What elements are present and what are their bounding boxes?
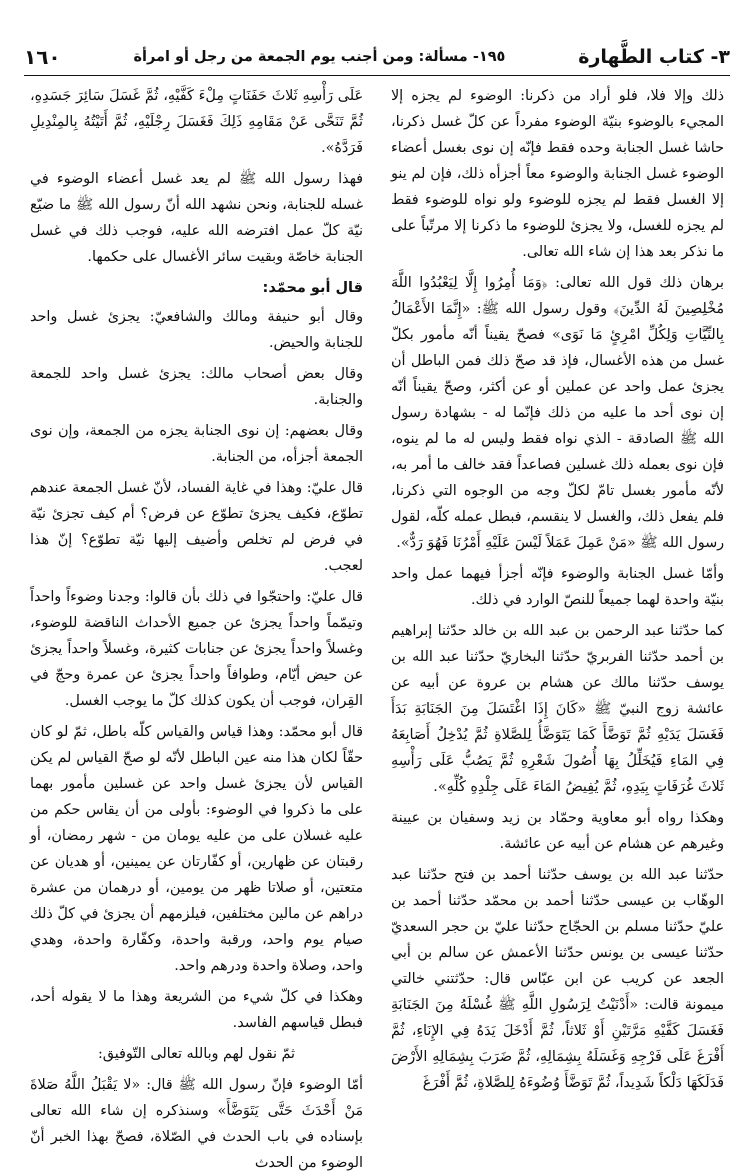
paragraph: برهان ذلك قول الله تعالى: ﴿وَمَا أُمِرُوا إِلَّا لِيَعْبُدُوا اللَّهَ مُخْلِصِينَ لَهُ الدِّينَ﴾ وقول رسول الله ﷺ: «إِنَّمَا الأَعْمَالُ بِالنِّيَّاتِ وَلِكُلِّ امْرِئٍ مَا نَوَى» فصحّ يقيناً أنّه مأمور بكلّ غسل من هذه الأغسال، فإذ قد صحّ ذلك فمن الباطل أن يجزئ عمل واحد عن عملين أو عن أكثر، وصحّ يقيناً أنّه إن نوى أحد ما عليه من ذلك فإنّما له - بشهادة رسول الله ﷺ الصادقة - الذي نواه فقط وليس له ما لم ينوه، فإن نوى بعمله ذلك غسلين فصاعداً فقد خالف ما أمر به، لأنّه مأمور بغسل تامّ لكلّ وجه من الوجوه التي ذكرنا، فلم يفعل ذلك، والغسل لا ينقسم، فبطل عمله كلّه، لقول رسول الله ﷺ «مَنْ عَمِلَ عَمَلاً لَيْسَ عَلَيْهِ أَمْرُنَا فَهُوَ رَدٌّ». bbox=[391, 275, 724, 551]
page-header bbox=[24, 40, 730, 74]
section-heading: قال أبو محمّد: bbox=[262, 280, 363, 296]
paragraph: وأمّا غسل الجنابة والوضوء فإنّه أجزأ فيهما عمل واحد بنيّة واحدة لهما جميعاً للنصّ الوارد في ذلك. bbox=[391, 566, 724, 608]
text-columns bbox=[30, 83, 724, 1171]
paragraph: وقال بعض أصحاب مالك: يجزئ غسل واحد للجمعة والجنابة. bbox=[30, 366, 363, 408]
paragraph: وهكذا رواه أبو معاوية وحمّاد بن زيد وسفيان بن عيينة وغيرهم عن هشام عن أبيه عن عائشة. bbox=[391, 810, 724, 852]
paragraph: فهذا رسول الله ﷺ لم يعد غسل أعضاء الوضوء في غسله للجنابة، ونحن نشهد الله أنّ رسول الله ﷺ ما ضيّع نيّة كلّ عمل افترضه الله عليه، فوجب ذلك في غسل الجنابة خاصّة وبقيت سائر الأغسال على حكمها. bbox=[30, 171, 363, 265]
paragraph: وقال بعضهم: إن نوى الجنابة يجزه من الجمعة، وإن نوى الجمعة أجزأه، من الجنابة. bbox=[30, 423, 363, 465]
paragraph: ذلك وإلا فلا، فلو أراد من ذكرنا: الوضوء لم يجزه إلا المجيء بالوضوء بنيّة الوضوء مفرداً عن كلّ غسل ذكرنا، حاشا غسل الجنابة وحده فقط فإنّه إن نوى بغسل أعضاء الوضوء غسل الجنابة والوضوء معاً أجزأه ذلك، فإن لم ينو إلا الغسل فقط لم يجزه للوضوء ولو نواه للوضوء فقط لم يجزه للغسل، ولا يجزئ للوضوء ما ذكرنا إلا مرتّباً على ما نذكر بعد هذا إن شاء الله تعالى. bbox=[391, 88, 724, 260]
paragraph: ثمّ نقول لهم وبالله تعالى التّوفيق: bbox=[97, 1046, 296, 1062]
header-rule bbox=[24, 75, 730, 76]
paragraph: عَلَى رَأْسِهِ ثَلاثَ حَفَنَاتٍ مِلْءَ كَفَّيْهِ، ثُمَّ غَسَلَ سَائِرَ جَسَدِهِ، ثُمَّ تَنَحَّى عَنْ مَقَامِهِ ذَلِكَ فَغَسَلَ رِجْلَيْهِ، ثُمَّ أَتَيْتُهُ بِالمِنْدِيلِ فَرَدَّهُ». bbox=[30, 88, 363, 156]
book-title: ٣- كتاب الطَّهارة bbox=[578, 46, 730, 68]
right-column bbox=[391, 83, 724, 1105]
page-number: ١٦٠ bbox=[24, 45, 61, 69]
paragraph: أمّا الوضوء فإنّ رسول الله ﷺ قال: «لا يَقْبَلُ اللَّهُ صَلاةَ مَنْ أَحْدَثَ حَتَّى يَتَوَضَّأَ» وسنذكره إن شاء الله تعالى بإسناده في باب الحدث في الصّلاة، فصحّ بهذا الخبر أنّ الوضوء من الحدث bbox=[30, 1077, 363, 1171]
paragraph: وهكذا في كلّ شيء من الشريعة وهذا ما لا يقوله أحد، فبطل قياسهم الفاسد. bbox=[30, 989, 363, 1031]
paragraph: قال أبو محمّد: وهذا قياس والقياس كلّه باطل، ثمّ لو كان حقّاً لكان هذا منه عين الباطل لأنّه لو صحّ القياس لم يكن القياس لأن يجزئ غسل واحد عن غسلين مأمور بهما على ما ذكروا في الوضوء: بأولى من أن يقاس حكم من عليه غسلان على من عليه يومان من - شهر رمضان، أو رقبتان عن ظهارين، أو كفّارتان عن يمينين، أو هديان عن متعتين، أو صلاتا ظهر من يومين، أو درهمان من عشرة دراهم عن مالين مختلفين، فيلزمهم أن يجزئ في كلّ ذلك صيام يوم واحد، ورقبة واحدة، وكفّارة واحدة، وهدي واحد، وصلاة واحدة ودرهم واحد. bbox=[30, 724, 363, 974]
paragraph: وقال أبو حنيفة ومالك والشافعيّ: يجزئ غسل واحد للجنابة والحيض. bbox=[30, 309, 363, 351]
paragraph: حدّثنا عبد الله بن يوسف حدّثنا أحمد بن فتح حدّثنا عبد الوهّاب بن عيسى حدّثنا أحمد بن محمّد حدّثنا أحمد بن عليّ حدّثنا مسلم بن الحجّاج حدّثنا عليّ بن حجر السعديّ حدّثنا عيسى بن يونس حدّثنا الأعمش عن سالم بن أبي الجعد عن كريب عن ابن عبّاس قال: حدّثتني خالتي ميمونة قالت: «أَدْنَيْتُ لِرَسُولِ اللَّهِ ﷺ غُسْلَهُ مِنَ الجَنَابَةِ فَغَسَلَ كَفَّيْهِ مَرَّتَيْنِ أَوْ ثَلاثاً، ثُمَّ أَدْخَلَ يَدَهُ فِي الإِنَاءِ، ثُمَّ أَفْرَغَ عَلَى فَرْجِهِ وَغَسَلَهُ بِشِمَالِهِ، ثُمَّ ضَرَبَ بِشِمَالِهِ الأَرْضَ فَدَلَكَهَا دَلْكاً شَدِيداً، ثُمَّ تَوَضَّأَ وُضُوءَهُ لِلصَّلاةِ، ثُمَّ أَفْرَغَ bbox=[391, 867, 724, 1091]
paragraph: كما حدّثنا عبد الرحمن بن عبد الله بن خالد حدّثنا إبراهيم بن أحمد حدّثنا الفربريّ حدّثنا البخاريّ حدّثنا عبد الله بن يوسف حدّثنا مالك عن هشام بن عروة عن أبيه عن عائشة زوج النبيّ ﷺ «كَانَ إِذَا اغْتَسَلَ مِنَ الجَنَابَةِ بَدَأَ فَغَسَلَ يَدَيْهِ ثُمَّ تَوَضَّأَ كَمَا يَتَوَضَّأُ لِلصَّلاةِ ثُمَّ يُدْخِلُ أَصَابِعَهُ فِي المَاءِ فَيُخَلِّلُ بِهَا أُصُولَ شَعْرِهِ ثُمَّ يَصُبُّ عَلَى رَأْسِهِ ثَلاثَ غُرَفَاتٍ بِيَدِهِ، ثُمَّ يُفِيضُ المَاءَ عَلَى جِلْدِهِ كُلِّهِ». bbox=[391, 623, 724, 795]
paragraph: قال عليّ: واحتجّوا في ذلك بأن قالوا: وجدنا وضوءاً واحداً وتيمّماً واحداً يجزئ عن جميع الأحداث الناقضة للوضوء، وغسلاً واحداً يجزئ عن جنابات كثيرة، وغسلاً واحداً يجزئ عن حيض أيّام، وطوافاً واحداً يجزئ عن عمرة وحجّ في القِران، فوجب أن يكون كذلك كلّ ما يوجب الغسل. bbox=[30, 589, 363, 709]
left-column bbox=[30, 83, 363, 1171]
paragraph: قال عليّ: وهذا في غاية الفساد، لأنّ غسل الجمعة عندهم تطوّع، فكيف يجزئ تطوّع عن فرض؟ أم كيف تجزئ نيّة في فرض لم تخلص وأضيف إليها نيّة تطوّع؟ إنّ هذا لعجب. bbox=[30, 480, 363, 574]
section-title: ١٩٥- مسألة: ومن أجنب يوم الجمعة من رجل أو امرأة bbox=[133, 49, 506, 65]
